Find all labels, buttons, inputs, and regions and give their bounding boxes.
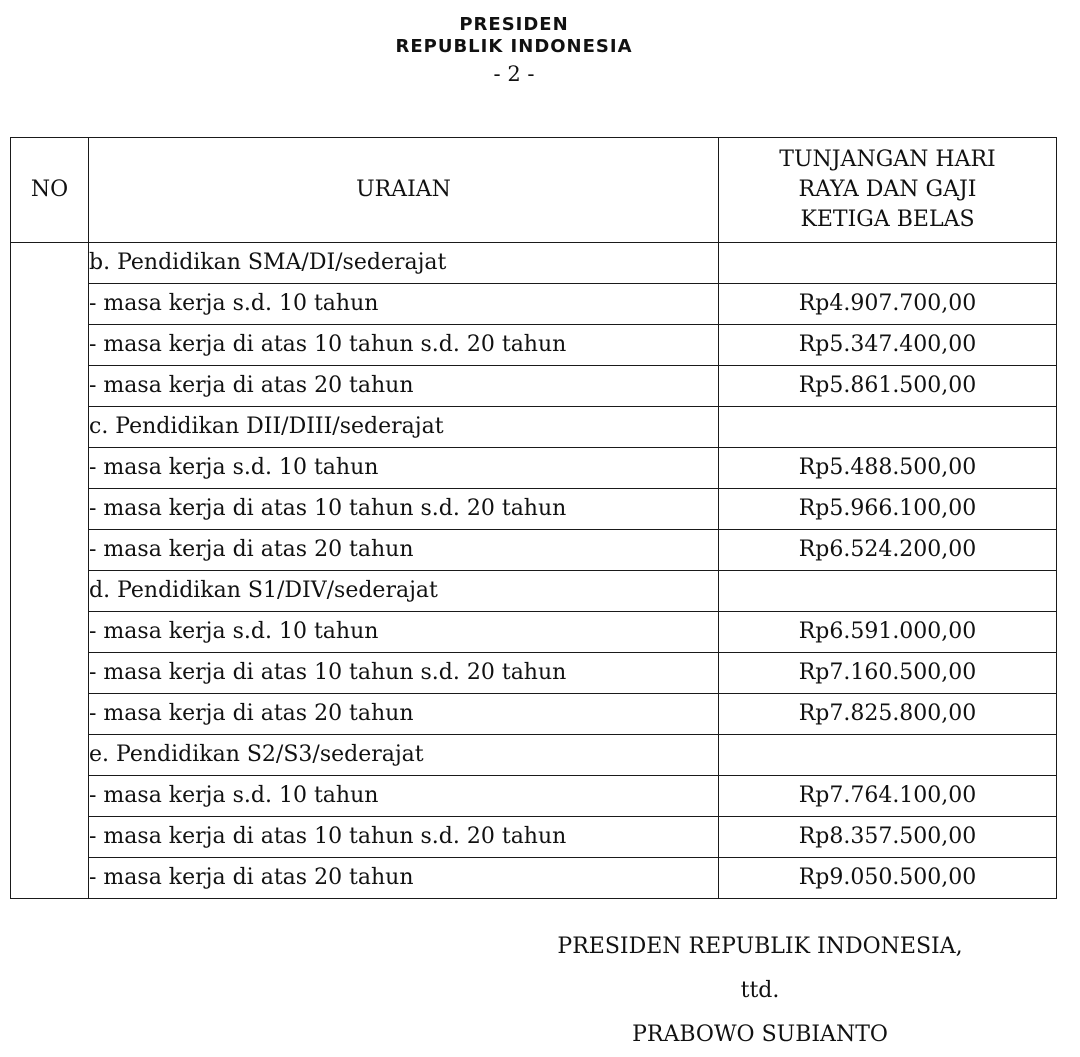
- service-period-label: - masa kerja di atas 20 tahun: [89, 694, 719, 735]
- allowance-amount: Rp4.907.700,00: [719, 284, 1057, 325]
- service-period-label: - masa kerja di atas 10 tahun s.d. 20 tahun: [89, 325, 719, 366]
- service-period-label: - masa kerja di atas 20 tahun: [89, 366, 719, 407]
- allowance-amount: Rp6.524.200,00: [719, 530, 1057, 571]
- allowance-amount: Rp7.764.100,00: [719, 776, 1057, 817]
- header-amount-line-2: RAYA DAN GAJI: [798, 177, 977, 202]
- signature-signed-note: ttd.: [740, 978, 780, 1003]
- letterhead: [0, 14, 1028, 88]
- allowance-amount: Rp7.825.800,00: [719, 694, 1057, 735]
- table-row: [11, 284, 1057, 325]
- table-row: [11, 858, 1057, 899]
- allowance-amount: [719, 407, 1057, 448]
- allowance-amount: Rp5.966.100,00: [719, 489, 1057, 530]
- education-group-label: c. Pendidikan DII/DIII/sederajat: [89, 407, 719, 448]
- education-group-label: e. Pendidikan S2/S3/sederajat: [89, 735, 719, 776]
- table-row: [11, 366, 1057, 407]
- table-group-row: [11, 735, 1057, 776]
- table-row: [11, 653, 1057, 694]
- no-column-cell: [11, 243, 89, 899]
- service-period-label: - masa kerja s.d. 10 tahun: [89, 776, 719, 817]
- allowance-amount: Rp5.861.500,00: [719, 366, 1057, 407]
- service-period-label: - masa kerja di atas 10 tahun s.d. 20 tahun: [89, 817, 719, 858]
- table-row: [11, 489, 1057, 530]
- header-amount: [719, 138, 1057, 243]
- table-row: [11, 448, 1057, 489]
- allowance-amount: [719, 735, 1057, 776]
- service-period-label: - masa kerja s.d. 10 tahun: [89, 448, 719, 489]
- allowance-amount: Rp5.347.400,00: [719, 325, 1057, 366]
- education-group-label: d. Pendidikan S1/DIV/sederajat: [89, 571, 719, 612]
- table-row: [11, 817, 1057, 858]
- service-period-label: - masa kerja s.d. 10 tahun: [89, 284, 719, 325]
- education-group-label: b. Pendidikan SMA/DI/sederajat: [89, 243, 719, 284]
- letterhead-subtitle: REPUBLIK INDONESIA: [395, 36, 633, 57]
- table-group-row: [11, 243, 1057, 284]
- allowance-amount: [719, 571, 1057, 612]
- allowance-amount: Rp8.357.500,00: [719, 817, 1057, 858]
- table-row: [11, 694, 1057, 735]
- service-period-label: - masa kerja di atas 10 tahun s.d. 20 tahun: [89, 489, 719, 530]
- table-group-row: [11, 407, 1057, 448]
- service-period-label: - masa kerja s.d. 10 tahun: [89, 612, 719, 653]
- service-period-label: - masa kerja di atas 20 tahun: [89, 530, 719, 571]
- allowance-amount: Rp7.160.500,00: [719, 653, 1057, 694]
- table-row: [11, 325, 1057, 366]
- table-header-row: [11, 138, 1057, 243]
- allowance-table: [10, 137, 1057, 899]
- table-group-row: [11, 571, 1057, 612]
- allowance-amount: Rp9.050.500,00: [719, 858, 1057, 899]
- allowance-amount: Rp6.591.000,00: [719, 612, 1057, 653]
- signature-name: PRABOWO SUBIANTO: [632, 1022, 888, 1047]
- service-period-label: - masa kerja di atas 20 tahun: [89, 858, 719, 899]
- signature-block: [520, 925, 1000, 1057]
- letterhead-title: PRESIDEN: [459, 14, 569, 35]
- header-no: NO: [11, 138, 89, 243]
- table-body: [11, 243, 1057, 899]
- allowance-amount: [719, 243, 1057, 284]
- page-number: - 2 -: [493, 62, 535, 86]
- allowance-amount: Rp5.488.500,00: [719, 448, 1057, 489]
- table-row: [11, 530, 1057, 571]
- signature-title: PRESIDEN REPUBLIK INDONESIA,: [557, 934, 963, 959]
- header-amount-line-3: KETIGA BELAS: [800, 207, 975, 232]
- table-row: [11, 612, 1057, 653]
- header-amount-line-1: TUNJANGAN HARI: [779, 147, 996, 172]
- service-period-label: - masa kerja di atas 10 tahun s.d. 20 tahun: [89, 653, 719, 694]
- table-row: [11, 776, 1057, 817]
- header-description: URAIAN: [89, 138, 719, 243]
